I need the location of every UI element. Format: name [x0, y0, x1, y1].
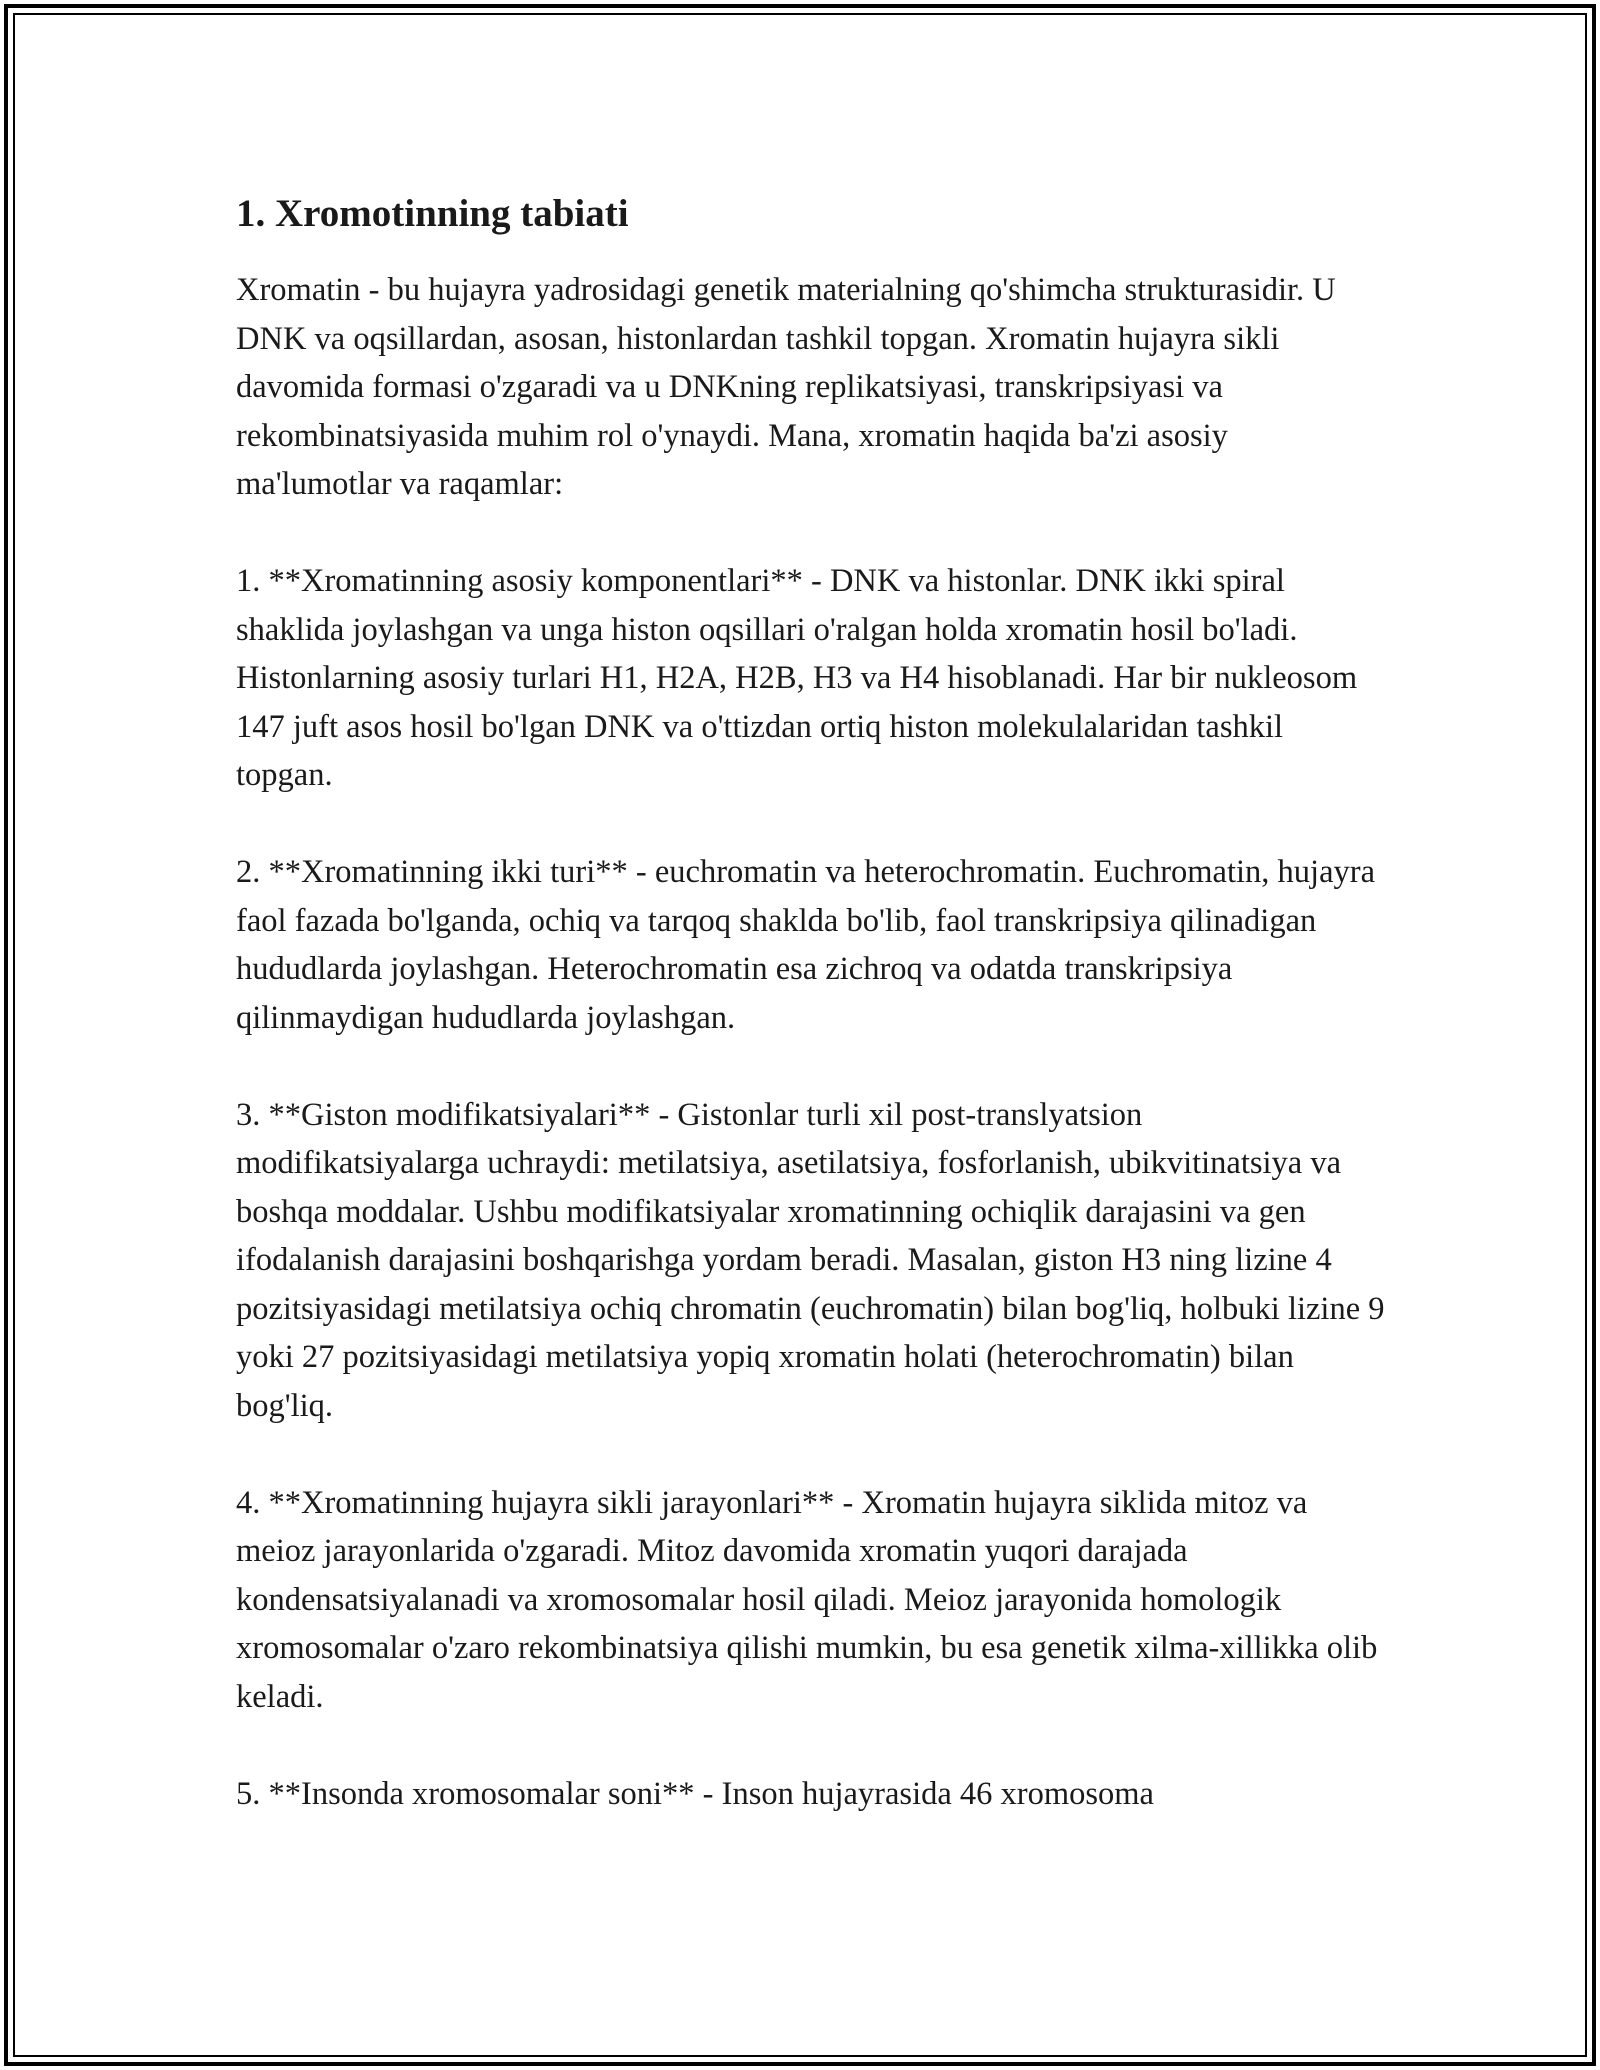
paragraph-chromatin-types: 2. **Xromatinning ikki turi** - euchromatin va heterochromatin. Euchromatin, hujayra faol fazada bo'lganda, ochiq va tarqoq shaklda bo'lib, faol transkripsiya qilinadigan hududlarda joylashgan. Heterochromatin esa zichroq va odatda transkripsiya qilinmaydigan hududlarda joylashgan.: [236, 854, 1375, 1036]
paragraph-chromosome-count: 5. **Insonda xromosomalar soni** - Inson hujayrasida 46 xromosoma: [236, 1775, 1154, 1812]
paragraph-components: 1. **Xromatinning asosiy komponentlari** - DNK va histonlar. DNK ikki spiral shaklida joylashgan va unga histon oqsillari o'ralgan holda xromatin hosil bo'ladi. Histonlarning asosiy turlari H1, H2A, H2B, H3 va H4 hisoblanadi. Har bir nukleosom 147 juft asos hosil bo'lgan DNK va o'ttizdan ortiq histon molekulalaridan tashkil topgan.: [236, 563, 1358, 793]
paragraph-cell-cycle: 4. **Xromatinning hujayra sikli jarayonlari** - Xromatin hujayra siklida mitoz va meioz jarayonlarida o'zgaradi. Mitoz davomida xromatin yuqori darajada kondensatsiyalanadi va xromosomalar hosil qiladi. Meioz jarayonida homologik xromosomalar o'zaro rekombinatsiya qilishi mumkin, bu esa genetik xilma-xillikka olib keladi.: [236, 1484, 1378, 1715]
document-title: 1. Xromotinning tabiati: [236, 192, 629, 235]
intro-paragraph: Xromatin - bu hujayra yadrosidagi genetik materialning qo'shimcha strukturasidir. U DNK va oqsillardan, asosan, histonlardan tashkil topgan. Xromatin hujayra sikli davomida formasi o'zgaradi va u DNKning replikatsiyasi, transkripsiyasi va rekombinatsiyasida muhim rol o'ynaydi. Mana, xromatin haqida ba'zi asosiy ma'lumotlar va raqamlar:: [236, 272, 1336, 502]
document-body: [236, 188, 1386, 1867]
paragraph-histone-modifications: 3. **Giston modifikatsiyalari** - Gistonlar turli xil post-translyatsion modifikatsiyalarga uchraydi: metilatsiya, asetilatsiya, fosforlanish, ubikvitinatsiya va boshqa moddalar. Ushbu modifikatsiyalar xromatinning ochiqlik darajasini va gen ifodalanish darajasini boshqarishga yordam beradi. Masalan, giston H3 ning lizine 4 pozitsiyasidagi metilatsiya ochiq chromatin (euchromatin) bilan bog'liq, holbuki lizine 9 yoki 27 pozitsiyasidagi metilatsiya yopiq xromatin holati (heterochromatin) bilan bog'liq.: [236, 1096, 1385, 1424]
